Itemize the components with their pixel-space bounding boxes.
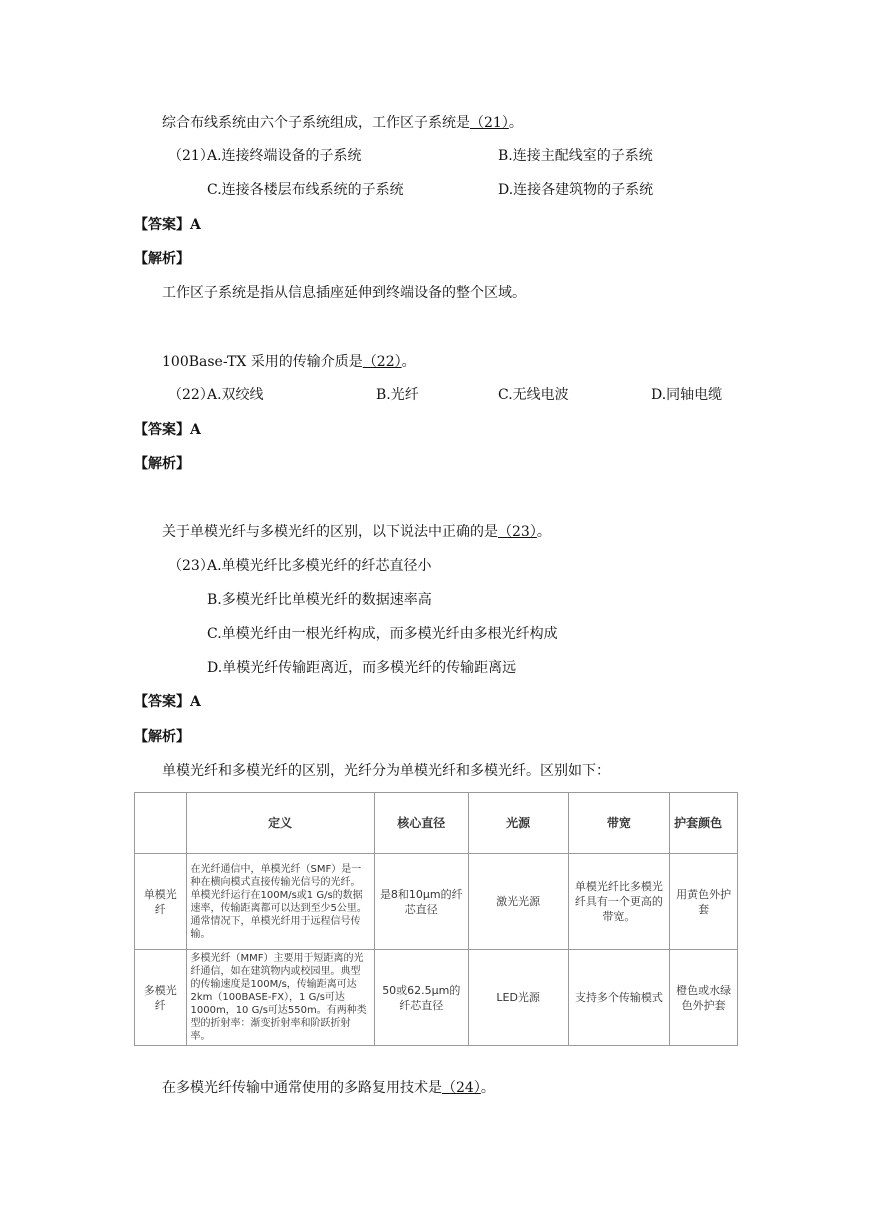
option-22-c: C.无线电波	[498, 387, 569, 403]
question-24-stem: 在多模光纤传输中通常使用的多路复用技术是（24）。	[162, 1080, 495, 1096]
table-cell-core-diameter: 是8和10μm的纤芯直径	[374, 854, 468, 950]
table-row	[135, 950, 738, 1046]
question-23-stem: 关于单模光纤与多模光纤的区别，以下说法中正确的是（23）。	[162, 524, 551, 540]
table-cell-jacket-color: 用黄色外护套	[670, 854, 738, 950]
option-21-d: D.连接各建筑物的子系统	[498, 182, 654, 198]
table-header-bandwidth: 带宽	[568, 793, 670, 854]
analysis-label-22: 【解析】	[134, 456, 190, 472]
table-cell-jacket-color: 橙色或水绿色外护套	[670, 950, 738, 1046]
option-23-a: A.单模光纤比多模光纤的纤芯直径小	[207, 558, 432, 574]
table-cell-light-source: LED光源	[468, 950, 568, 1046]
question-23-number: （23）	[168, 558, 214, 574]
table-cell-bandwidth: 支持多个传输模式	[568, 950, 670, 1046]
table-header-jacket-color: 护套颜色	[670, 793, 738, 854]
table-row	[135, 854, 738, 950]
option-23-b: B.多模光纤比单模光纤的数据速率高	[207, 592, 432, 608]
table-header-definition: 定义	[186, 793, 374, 854]
option-21-c: C.连接各楼层布线系统的子系统	[207, 182, 404, 198]
blank-23: （23）	[498, 524, 537, 540]
analysis-23-text: 单模光纤和多模光纤的区别，光纤分为单模光纤和多模光纤。区别如下：	[162, 763, 610, 779]
table-header-row	[135, 793, 738, 854]
option-21-b: B.连接主配线室的子系统	[498, 148, 653, 164]
table-cell-light-source: 激光光源	[468, 854, 568, 950]
fiber-comparison-table	[134, 792, 738, 1046]
analysis-label-23: 【解析】	[134, 729, 190, 745]
blank-22: （22）	[362, 354, 402, 370]
option-23-d: D.单模光纤传输距离近，而多模光纤的传输距离远	[207, 660, 517, 676]
answer-23: 【答案】A	[134, 694, 201, 710]
question-22-stem: 100Base-TX 采用的传输介质是（22）。	[162, 354, 416, 370]
table-cell-core-diameter: 50或62.5μm的纤芯直径	[374, 950, 468, 1046]
option-21-a: A.连接终端设备的子系统	[207, 148, 362, 164]
question-22-number: （22）	[168, 387, 214, 403]
option-23-c: C.单模光纤由一根光纤构成，而多模光纤由多根光纤构成	[207, 626, 558, 642]
analysis-21-text: 工作区子系统是指从信息插座延伸到终端设备的整个区域。	[162, 285, 526, 301]
table-cell-bandwidth: 单模光纤比多模光纤具有一个更高的带宽。	[568, 854, 670, 950]
fiber-comparison-table-clip	[134, 790, 738, 1042]
blank-24: （24）	[442, 1080, 481, 1096]
option-22-a: A.双绞线	[207, 387, 264, 403]
blank-21: （21）	[470, 115, 509, 131]
answer-21: 【答案】A	[134, 217, 201, 233]
option-22-b: B.光纤	[376, 387, 419, 403]
table-header-light-source: 光源	[468, 793, 568, 854]
table-cell-definition: 多模光纤（MMF）主要用于短距离的光纤通信，如在建筑物内或校园里。典型的传输速度是100M/s，传输距离可达2km（100BASE-FX），1 G/s可达1000m，10 G/s可达550m。有两种类型的折射率：渐变折射率和阶跃折射率。	[186, 950, 374, 1046]
answer-22: 【答案】A	[134, 422, 201, 438]
option-22-d: D.同轴电缆	[651, 387, 723, 403]
table-cell-type: 多模光纤	[135, 950, 187, 1046]
table-cell-definition: 在光纤通信中，单模光纤（SMF）是一种在横向模式直接传输光信号的光纤。单模光纤运行在100M/s或1 G/s的数据速率，传输距离都可以达到至少5公里。通常情况下，单模光纤用于远程信号传输。	[186, 854, 374, 950]
question-21-number: （21）	[168, 148, 214, 164]
table-header-blank	[135, 793, 187, 854]
table-cell-type: 单模光纤	[135, 854, 187, 950]
table-header-core-diameter: 核心直径	[374, 793, 468, 854]
analysis-label-21: 【解析】	[134, 251, 190, 267]
question-21-stem: 综合布线系统由六个子系统组成，工作区子系统是（21）。	[162, 115, 523, 131]
